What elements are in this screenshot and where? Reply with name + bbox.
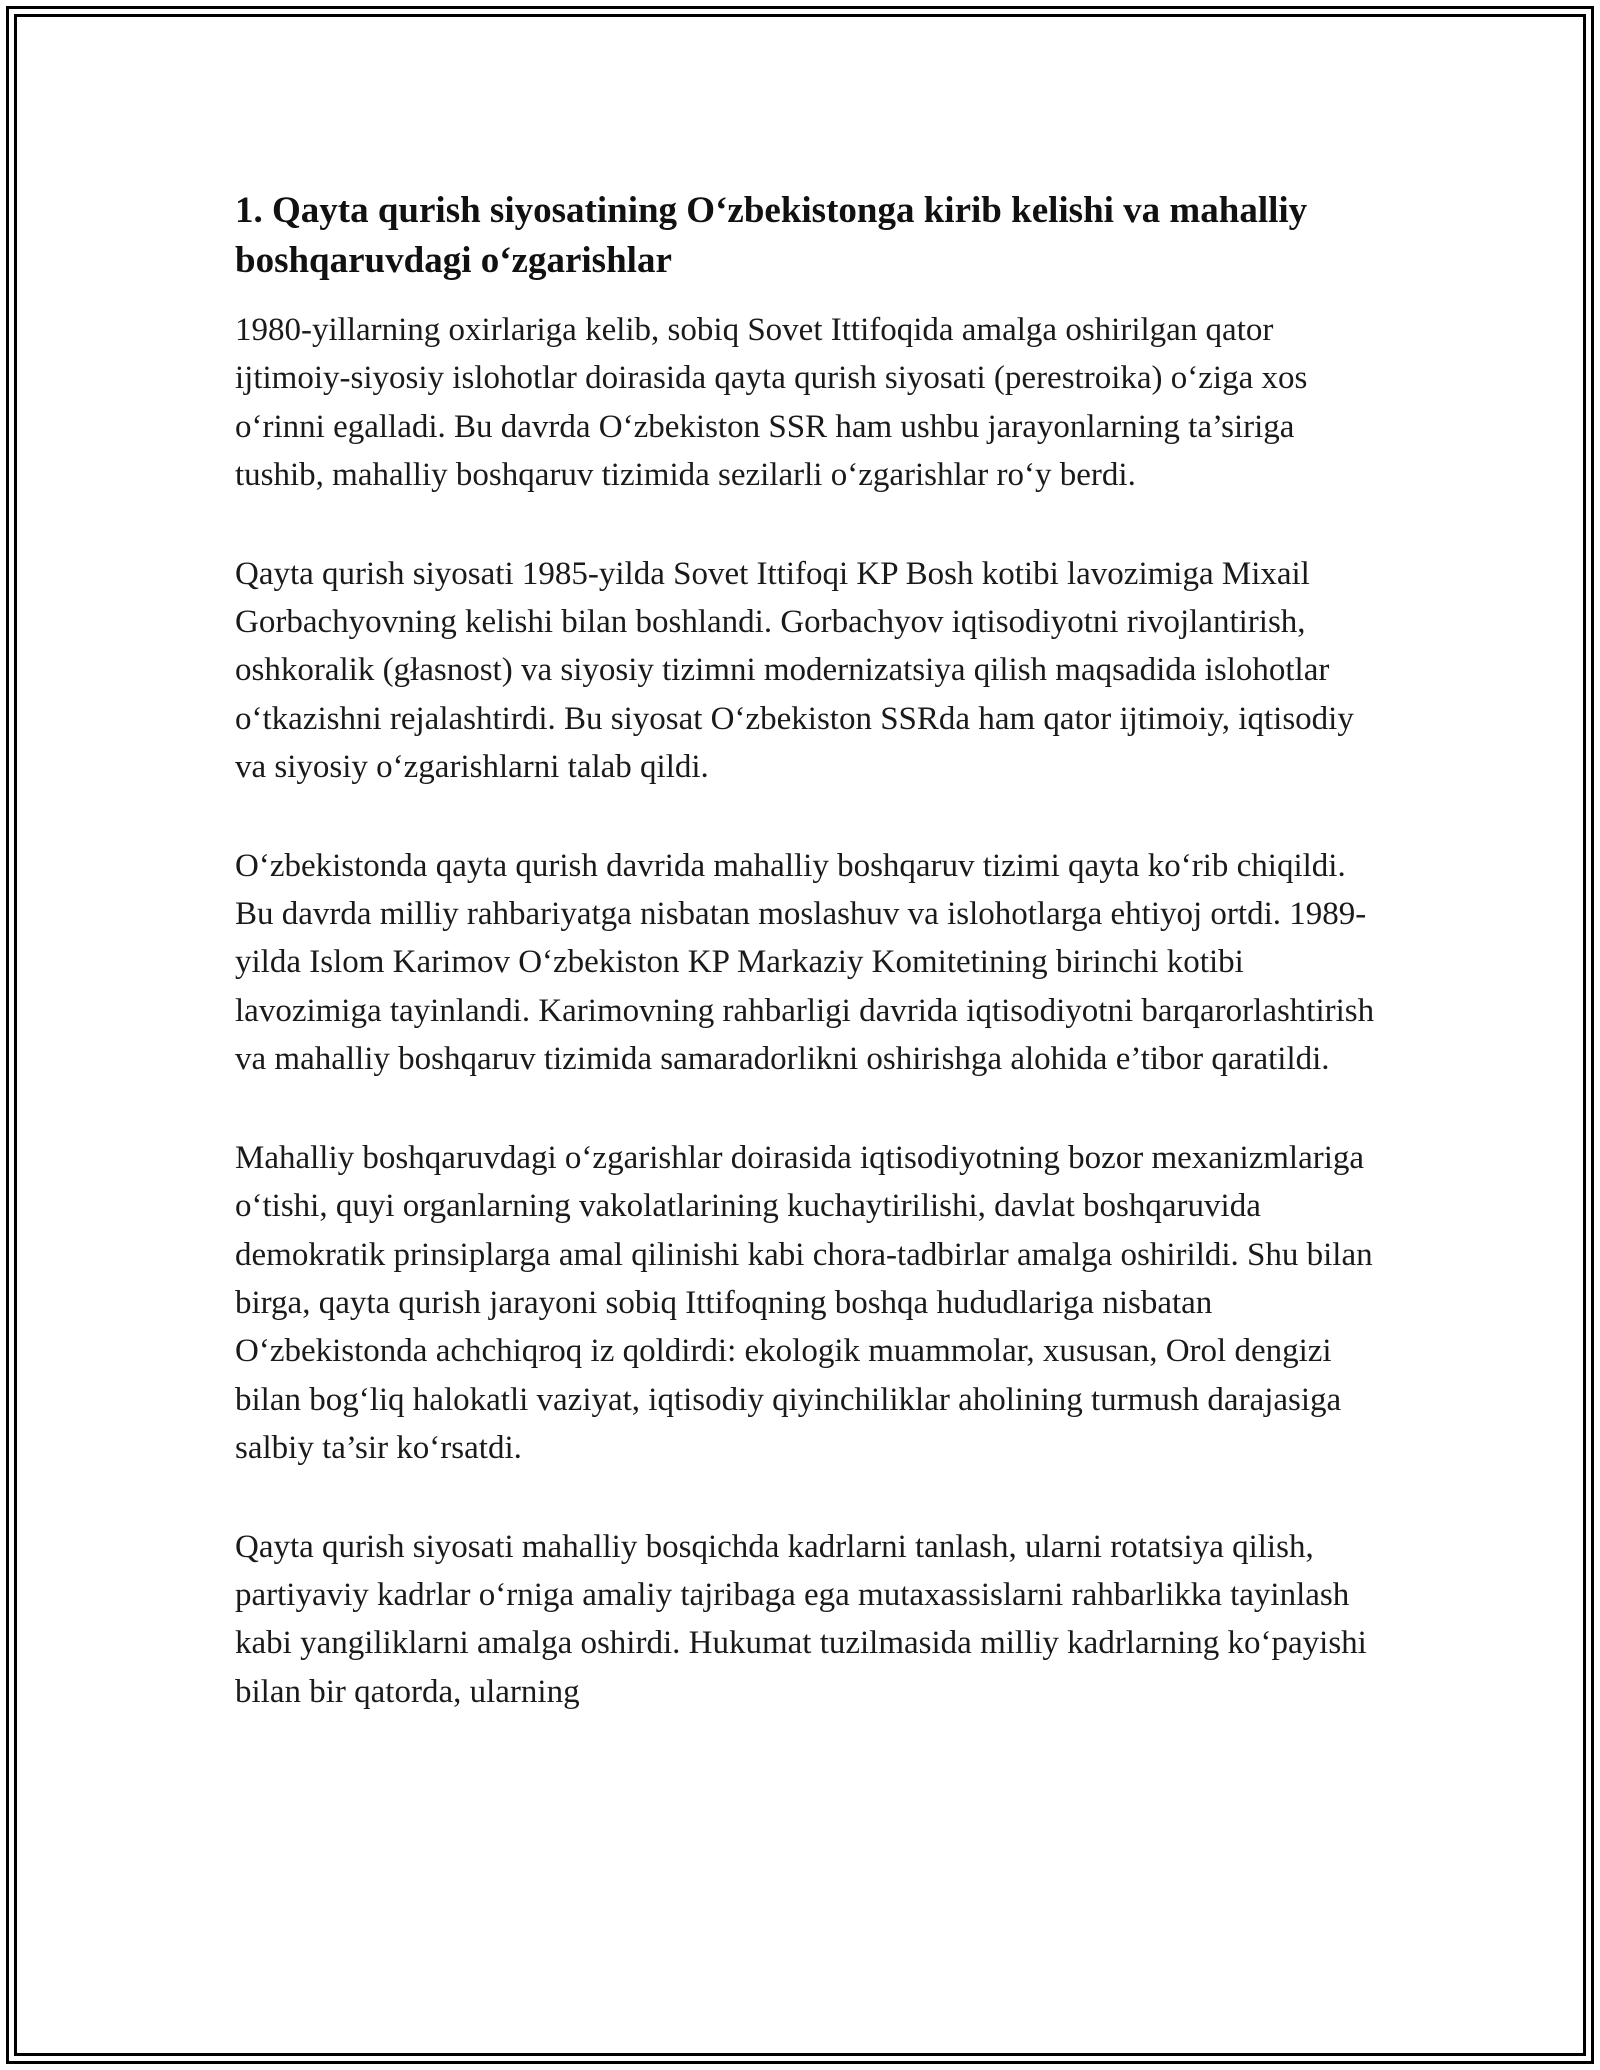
paragraph-3: O‘zbekistonda qayta qurish davrida mahalliy boshqaruv tizimi qayta ko‘rib chiqildi. Bu davrda milliy rahbariyatga nisbatan moslashuv va islohotlarga ehtiyoj ortdi. 1989-yilda Islom Karimov O‘zbekiston KP Markaziy Komitetining birinchi kotibi lavozimiga tayinlandi. Karimovning rahbarligi davrida iqtisodiyotni barqarorlashtirish va mahalliy boshqaruv tizimida samaradorlikni oshirishga alohida e’tibor qaratildi. bbox=[235, 847, 1375, 1078]
paragraph-5: Qayta qurish siyosati mahalliy bosqichda kadrlarni tanlash, ularni rotatsiya qilish, partiyaviy kadrlar o‘rniga amaliy tajribaga ega mutaxassislarni rahbarlikka tayinlash kabi yangiliklarni amalga oshirdi. Hukumat tuzilmasida milliy kadrlarning ko‘payishi bilan bir qatorda, ularning bbox=[235, 1528, 1367, 1710]
paragraph-2: Qayta qurish siyosati 1985-yilda Sovet Ittifoqi KP Bosh kotibi lavozimiga Mixail Gorbachyovning kelishi bilan boshlandi. Gorbachyov iqtisodiyotni rivojlantirish, oshkoralik (głasnost) va siyosiy tizimni modernizatsiya qilish maqsadida islohotlar o‘tkazishni rejalashtirdi. Bu siyosat O‘zbekiston SSRda ham qator ijtimoiy, iqtisodiy va siyosiy o‘zgarishlarni talab qildi. bbox=[235, 555, 1354, 786]
document-body bbox=[235, 186, 1380, 1766]
paragraph-1: 1980-yillarning oxirlariga kelib, sobiq Sovet Ittifoqida amalga oshirilgan qator ijtimoiy-siyosiy islohotlar doirasida qayta qurish siyosati (perestroika) o‘ziga xos o‘rinni egalladi. Bu davrda O‘zbekiston SSR ham ushbu jarayonlarning ta’siriga tushib, mahalliy boshqaruv tizimida sezilarli o‘zgarishlar ro‘y berdi. bbox=[235, 312, 1308, 494]
paragraph-4: Mahalliy boshqaruvdagi o‘zgarishlar doirasida iqtisodiyotning bozor mexanizmlariga o‘tishi, quyi organlarning vakolatlarining kuchaytirilishi, davlat boshqaruvida demokratik prinsiplarga amal qilinishi kabi chora-tadbirlar amalga oshirildi. Shu bilan birga, qayta qurish jarayoni sobiq Ittifoqning boshqa hududlariga nisbatan O‘zbekistonda achchiqroq iz qoldirdi: ekologik muammolar, xususan, Orol dengizi bilan bog‘liq halokatli vaziyat, iqtisodiy qiyinchiliklar aholining turmush darajasiga salbiy ta’sir ko‘rsatdi. bbox=[235, 1139, 1373, 1467]
section-heading: 1. Qayta qurish siyosatining O‘zbekistonga kirib kelishi va mahalliy boshqaruvdagi o‘zgarishlar bbox=[235, 190, 1308, 281]
